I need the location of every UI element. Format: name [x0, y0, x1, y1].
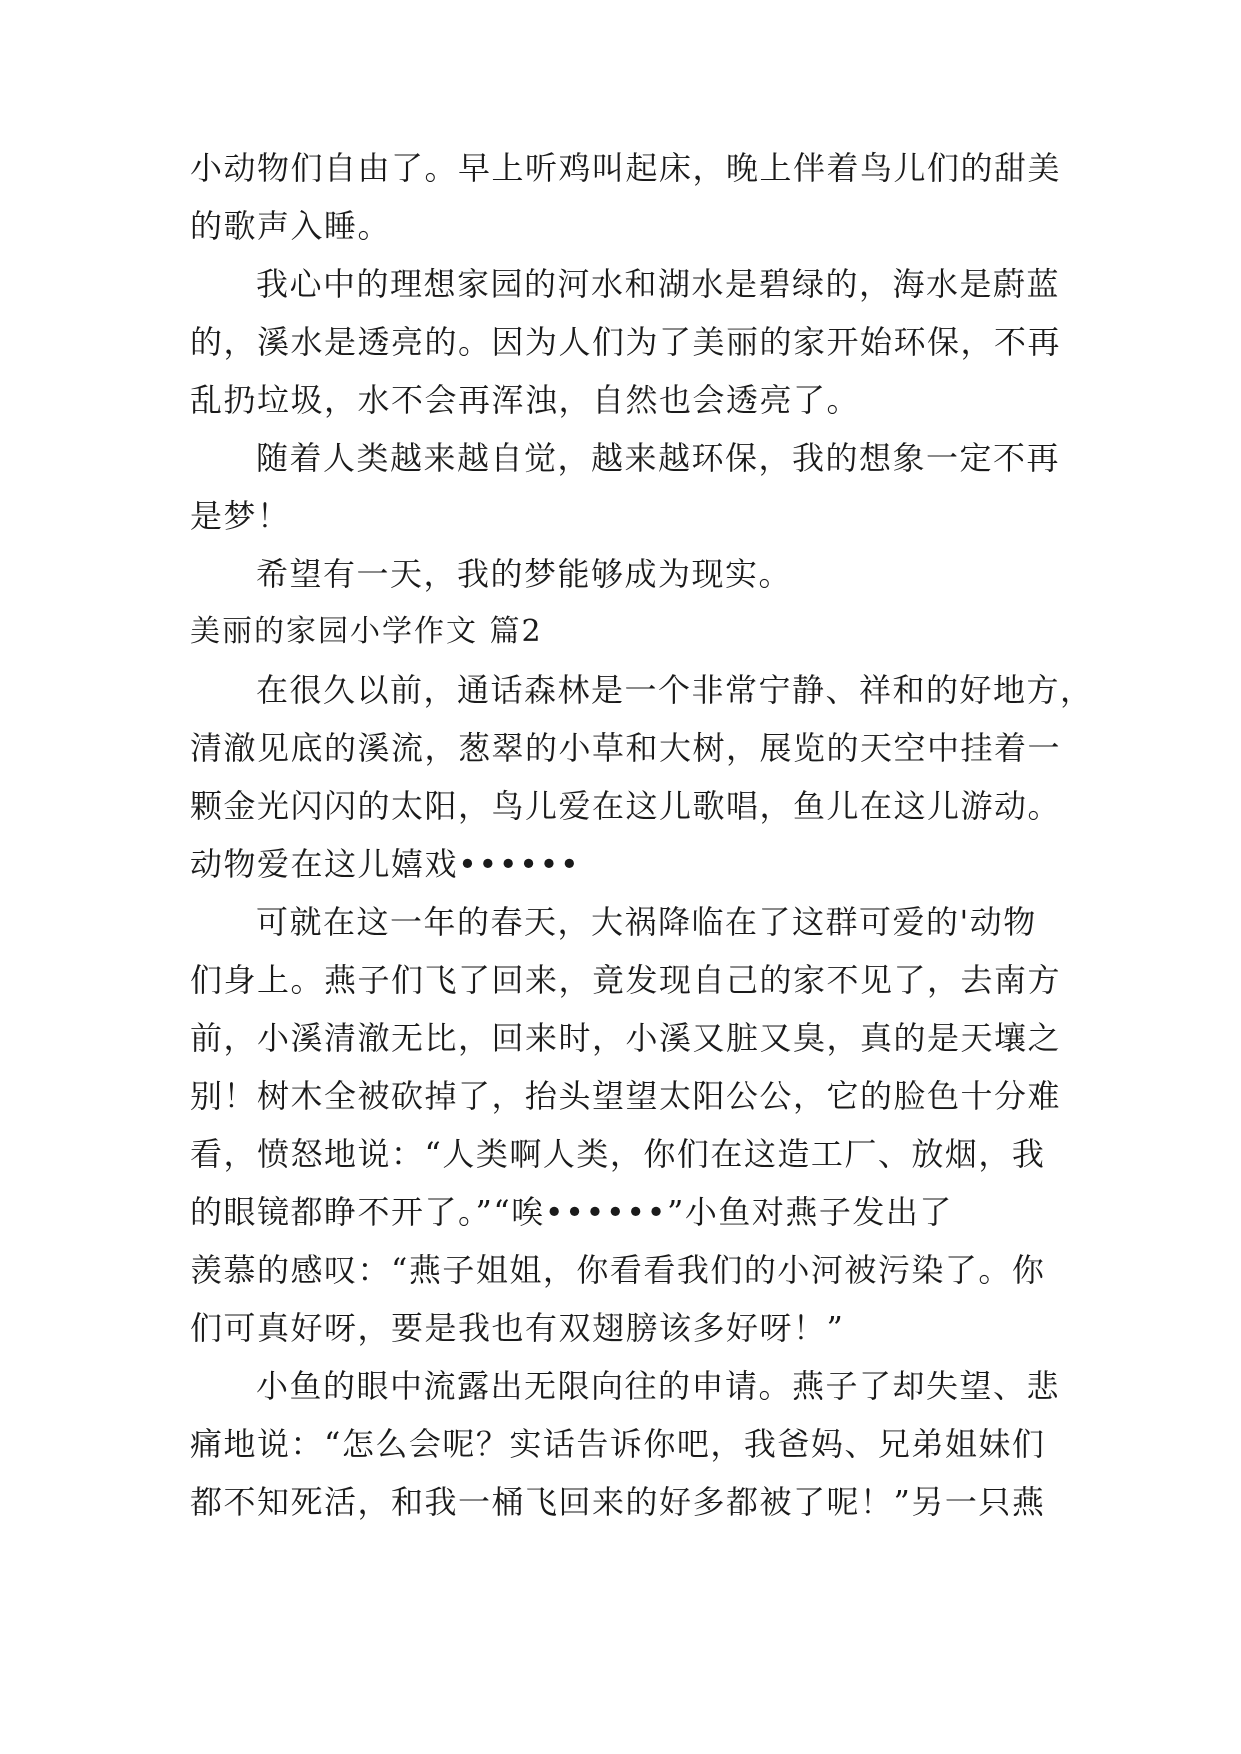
text-line: 动物爱在这儿嬉戏••••••: [190, 845, 581, 883]
text-line: 小动物们自由了。早上听鸡叫起床，晚上伴着鸟儿们的甜美: [190, 149, 1062, 187]
paragraph-first-line: 希望有一天，我的梦能够成为现实。: [256, 555, 793, 593]
text-line: 们身上。燕子们飞了回来，竟发现自己的家不见了，去南方: [190, 961, 1062, 999]
text-line: 颗金光闪闪的太阳，鸟儿爱在这儿歌唱，鱼儿在这儿游动。: [190, 787, 1062, 825]
paragraph-first-line: 我心中的理想家园的河水和湖水是碧绿的，海水是蔚蓝: [256, 265, 1061, 303]
paragraph-first-line: 在很久以前，通话森林是一个非常宁静、祥和的好地方，: [256, 671, 1094, 709]
paragraph-first-line: 可就在这一年的春天，大祸降临在了这群可爱的'动物: [256, 903, 1037, 941]
text-line: 清澈见底的溪流，葱翠的小草和大树，展览的天空中挂着一: [190, 729, 1062, 767]
paragraph-first-line: 小鱼的眼中流露出无限向往的申请。燕子了却失望、悲: [256, 1367, 1061, 1405]
text-line: 看，愤怒地说：“人类啊人类，你们在这造工厂、放烟，我: [190, 1135, 1046, 1173]
section-heading: 美丽的家园小学作文 篇2: [190, 614, 543, 649]
text-line: 的歌声入睡。: [190, 207, 392, 245]
text-line: 的眼镜都睁不开了。”“唉••••••”小鱼对燕子发出了: [190, 1193, 953, 1231]
text-line: 的，溪水是透亮的。因为人们为了美丽的家开始环保，不再: [190, 323, 1062, 361]
text-line: 是梦！: [190, 497, 291, 535]
text-line: 别！树木全被砍掉了，抬头望望太阳公公，它的脸色十分难: [190, 1077, 1062, 1115]
text-line: 都不知死活，和我一桶飞回来的好多都被了呢！”另一只燕: [190, 1483, 1046, 1521]
text-line: 乱扔垃圾，水不会再浑浊，自然也会透亮了。: [190, 381, 861, 419]
text-line: 羡慕的感叹：“燕子姐姐，你看看我们的小河被污染了。你: [190, 1251, 1046, 1289]
paragraph-first-line: 随着人类越来越自觉，越来越环保，我的想象一定不再: [256, 439, 1061, 477]
text-line: 们可真好呀，要是我也有双翅膀该多好呀！”: [190, 1309, 845, 1347]
text-line: 痛地说：“怎么会呢？实话告诉你吧，我爸妈、兄弟姐妹们: [190, 1425, 1046, 1463]
text-line: 前，小溪清澈无比，回来时，小溪又脏又臭，真的是天壤之: [190, 1019, 1062, 1057]
